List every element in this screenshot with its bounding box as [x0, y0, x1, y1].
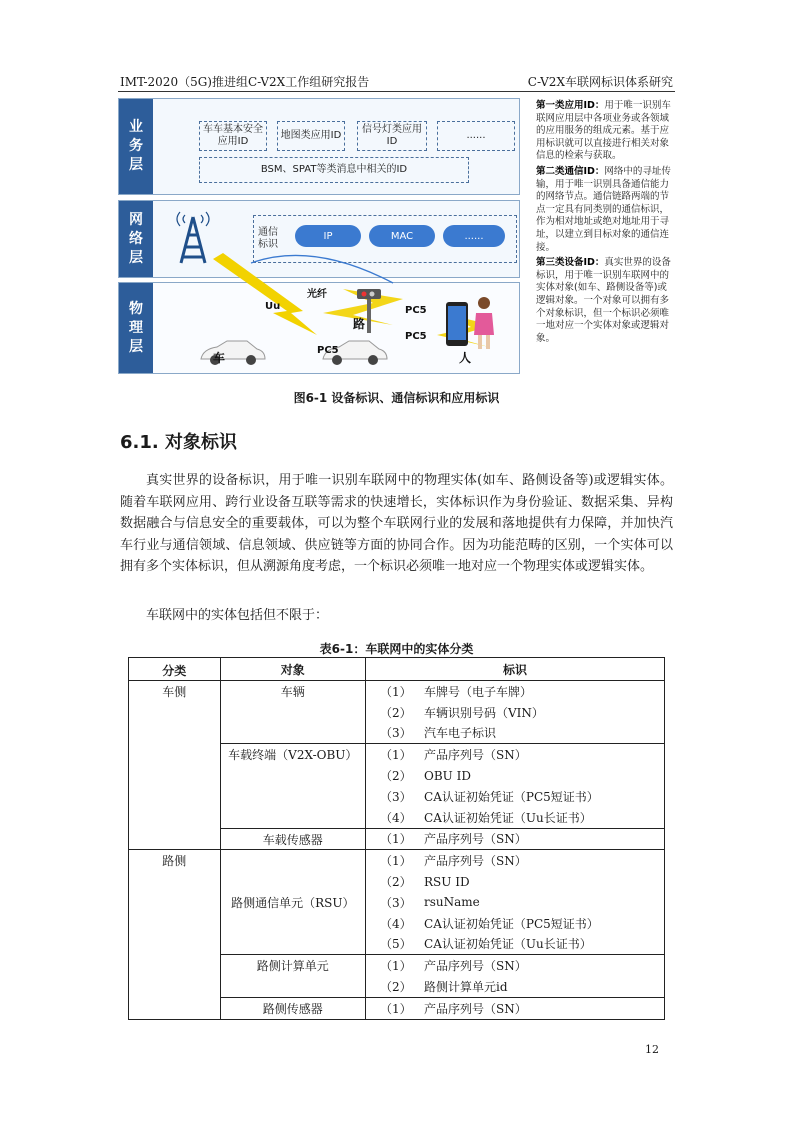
smartphone-icon	[445, 301, 469, 347]
object-cell: 车辆	[220, 681, 365, 744]
identifier-text: 车牌号（电子车牌）	[424, 684, 533, 699]
identifier-item	[366, 681, 664, 702]
identifier-item	[366, 934, 664, 955]
layer-char: 理	[129, 319, 143, 336]
communication-id-label: 通信标识	[258, 227, 278, 250]
identifier-number: （4）	[380, 810, 412, 825]
body-paragraph: 车联网中的实体包括但不限于：	[146, 608, 329, 623]
more-pill: ......	[443, 225, 505, 247]
road-label: 路	[353, 317, 366, 331]
identifier-number: （3）	[380, 895, 412, 910]
identifier-item	[366, 976, 664, 997]
identifier-cell	[366, 955, 665, 998]
object-cell: 路侧传感器	[220, 997, 365, 1019]
identifier-text: CA认证初始凭证（PC5短证书）	[424, 916, 599, 931]
identifier-cell	[366, 997, 665, 1019]
identifier-number: （1）	[380, 959, 412, 974]
identifier-text: CA认证初始凭证（Uu长证书）	[424, 810, 592, 825]
uu-label: Uu	[265, 301, 281, 312]
identifier-cell	[366, 744, 665, 828]
note-device-id	[536, 257, 672, 345]
identifier-text: rsuName	[424, 895, 480, 910]
identifier-item	[366, 892, 664, 913]
layer-char: 层	[129, 249, 143, 266]
identifier-text: 产品序列号（SN）	[424, 854, 527, 869]
page-number: 12	[645, 1043, 659, 1056]
pc5-label: PC5	[405, 331, 427, 342]
table-body	[129, 681, 665, 1020]
layer-char: 层	[129, 157, 143, 173]
identifier-text: 汽车电子标识	[424, 726, 497, 741]
app-id-box: ......	[437, 121, 515, 151]
identifier-number: （1）	[380, 854, 412, 869]
object-cell: 车载传感器	[220, 828, 365, 850]
identifier-cell	[366, 828, 665, 850]
identifier-text: 产品序列号（SN）	[424, 959, 527, 974]
identifier-item	[366, 702, 664, 723]
application-layer-label	[119, 99, 153, 194]
note-title: 第三类设备ID：	[536, 257, 605, 269]
identifier-architecture-figure	[118, 98, 530, 376]
layer-char: 业	[129, 119, 143, 135]
identifier-number: （5）	[380, 937, 412, 952]
column-header: 标识	[366, 658, 665, 681]
figure-caption: 图6-1 设备标识、通信标识和应用标识	[293, 391, 500, 405]
identifier-number: （3）	[380, 789, 412, 804]
app-id-box: 车车基本安全应用ID	[199, 121, 267, 151]
pc5-label: PC5	[317, 345, 339, 356]
identifier-item	[366, 998, 664, 1019]
identifier-text: RSU ID	[424, 874, 470, 889]
car-icon	[197, 339, 267, 367]
table-caption: 表6-1：车联网中的实体分类	[319, 642, 474, 656]
identifier-text: OBU ID	[424, 768, 471, 783]
report-header-left: IMT-2020（5G)推进组C-V2X工作组研究报告	[120, 75, 370, 89]
identifier-number: （1）	[380, 684, 412, 699]
object-cell: 路侧通信单元（RSU）	[220, 850, 365, 955]
message-id-box: BSM、SPAT等类消息中相关的ID	[199, 157, 469, 183]
layer-char: 网	[129, 211, 143, 228]
application-layer	[118, 98, 520, 195]
note-text: 用于唯一识别车联网应用层中各项业务或各领域的应用服务的组成元素。基于应用标识就可以直接进行相关对象信息的检索与获取。	[536, 100, 671, 162]
identifier-number: （2）	[380, 875, 412, 890]
identifier-item	[366, 744, 664, 765]
note-text: 网络中的寻址传输，用于唯一识别具备通信能力的网络节点。通信链路两端的节点一定具有同类别的通信标识，作为相对地址或绝对地址用于寻址，以建立到目标对象的通信连接。	[536, 165, 671, 253]
entity-classification-table	[128, 657, 665, 1020]
layer-char: 物	[129, 300, 143, 317]
identifier-item	[366, 913, 664, 934]
pc5-label: PC5	[405, 305, 427, 316]
person-icon	[471, 295, 497, 351]
car-label: 车	[213, 351, 226, 365]
identifier-item	[366, 765, 664, 786]
identifier-text: 产品序列号（SN）	[424, 1001, 527, 1016]
note-communication-id	[536, 166, 672, 254]
ip-pill: IP	[295, 225, 361, 247]
header-divider	[118, 91, 675, 92]
person-label: 人	[459, 351, 472, 365]
fiber-label: 光纤	[307, 289, 327, 300]
app-id-box: 信号灯类应用ID	[357, 121, 427, 151]
report-header-right: C-V2X车联网标识体系研究	[527, 75, 673, 89]
table-row	[129, 850, 665, 955]
identifier-text: 产品序列号（SN）	[424, 832, 527, 847]
identifier-item	[366, 829, 664, 850]
identifier-number: （2）	[380, 769, 412, 784]
body-paragraph: 真实世界的设备标识，用于唯一识别车联网中的物理实体(如车、路侧设备等)或逻辑实体。随着车联网应用、跨行业设备互联等需求的快速增长，实体标识作为身份验证、数据采集、异构数据融合与信息安全的重要载体，可以为整个车联网行业的发展和落地提供有力保障，并加快汽车行业与通信领域、信息领域、供应链等方面的协同合作。因为功能范畴的区别，一个实体可以拥有多个实体标识，但从溯源角度考虑，一个标识必须唯一地对应一个物理实体或逻辑实体。	[120, 473, 673, 574]
physical-layer-label	[119, 283, 153, 373]
identifier-item	[366, 850, 664, 871]
mac-pill: MAC	[369, 225, 435, 247]
identifier-text: CA认证初始凭证（PC5短证书）	[424, 789, 599, 804]
object-cell: 路侧计算单元	[220, 955, 365, 998]
note-title: 第二类通信ID：	[536, 165, 605, 177]
column-header: 对象	[220, 658, 365, 681]
identifier-item	[366, 807, 664, 828]
identifier-number: （1）	[380, 1001, 412, 1016]
note-application-id	[536, 100, 672, 163]
figure-side-notes	[536, 100, 672, 348]
network-layer-label	[119, 201, 153, 277]
column-header: 分类	[129, 658, 221, 681]
identifier-number: （1）	[380, 748, 412, 763]
table-row	[129, 681, 665, 744]
layer-char: 层	[129, 338, 143, 355]
identifier-item	[366, 723, 664, 744]
layer-char: 务	[129, 138, 143, 154]
identifier-number: （4）	[380, 916, 412, 931]
category-cell: 车侧	[129, 681, 221, 850]
identifier-text: CA认证初始凭证（Uu长证书）	[424, 937, 592, 952]
layer-char: 络	[129, 230, 143, 247]
identifier-number: （1）	[380, 832, 412, 847]
identifier-text: 路侧计算单元id	[424, 980, 508, 995]
identifier-item	[366, 955, 664, 976]
object-cell: 车载终端（V2X-OBU）	[220, 744, 365, 828]
identifier-cell	[366, 850, 665, 955]
identifier-text: 车辆识别号码（VIN）	[424, 705, 544, 720]
identifier-number: （2）	[380, 705, 412, 720]
identifier-item	[366, 871, 664, 892]
app-id-box: 地图类应用ID	[277, 121, 345, 151]
identifier-item	[366, 786, 664, 807]
category-cell: 路侧	[129, 850, 221, 1019]
table-header-row	[129, 658, 665, 681]
section-heading: 6.1. 对象标识	[120, 432, 237, 453]
identifier-text: 产品序列号（SN）	[424, 748, 527, 763]
identifier-number: （2）	[380, 980, 412, 995]
note-title: 第一类应用ID：	[536, 100, 605, 111]
physical-layer	[118, 282, 520, 374]
identifier-cell	[366, 681, 665, 744]
identifier-number: （3）	[380, 726, 412, 741]
note-text: 真实世界的设备标识，用于唯一识别车联网中的实体对象(如车、路侧设备等)或逻辑对象。一个对象可以拥有多个对象标识，但一个标识必须唯一地对应一个实体对象或逻辑对象。	[536, 257, 671, 344]
